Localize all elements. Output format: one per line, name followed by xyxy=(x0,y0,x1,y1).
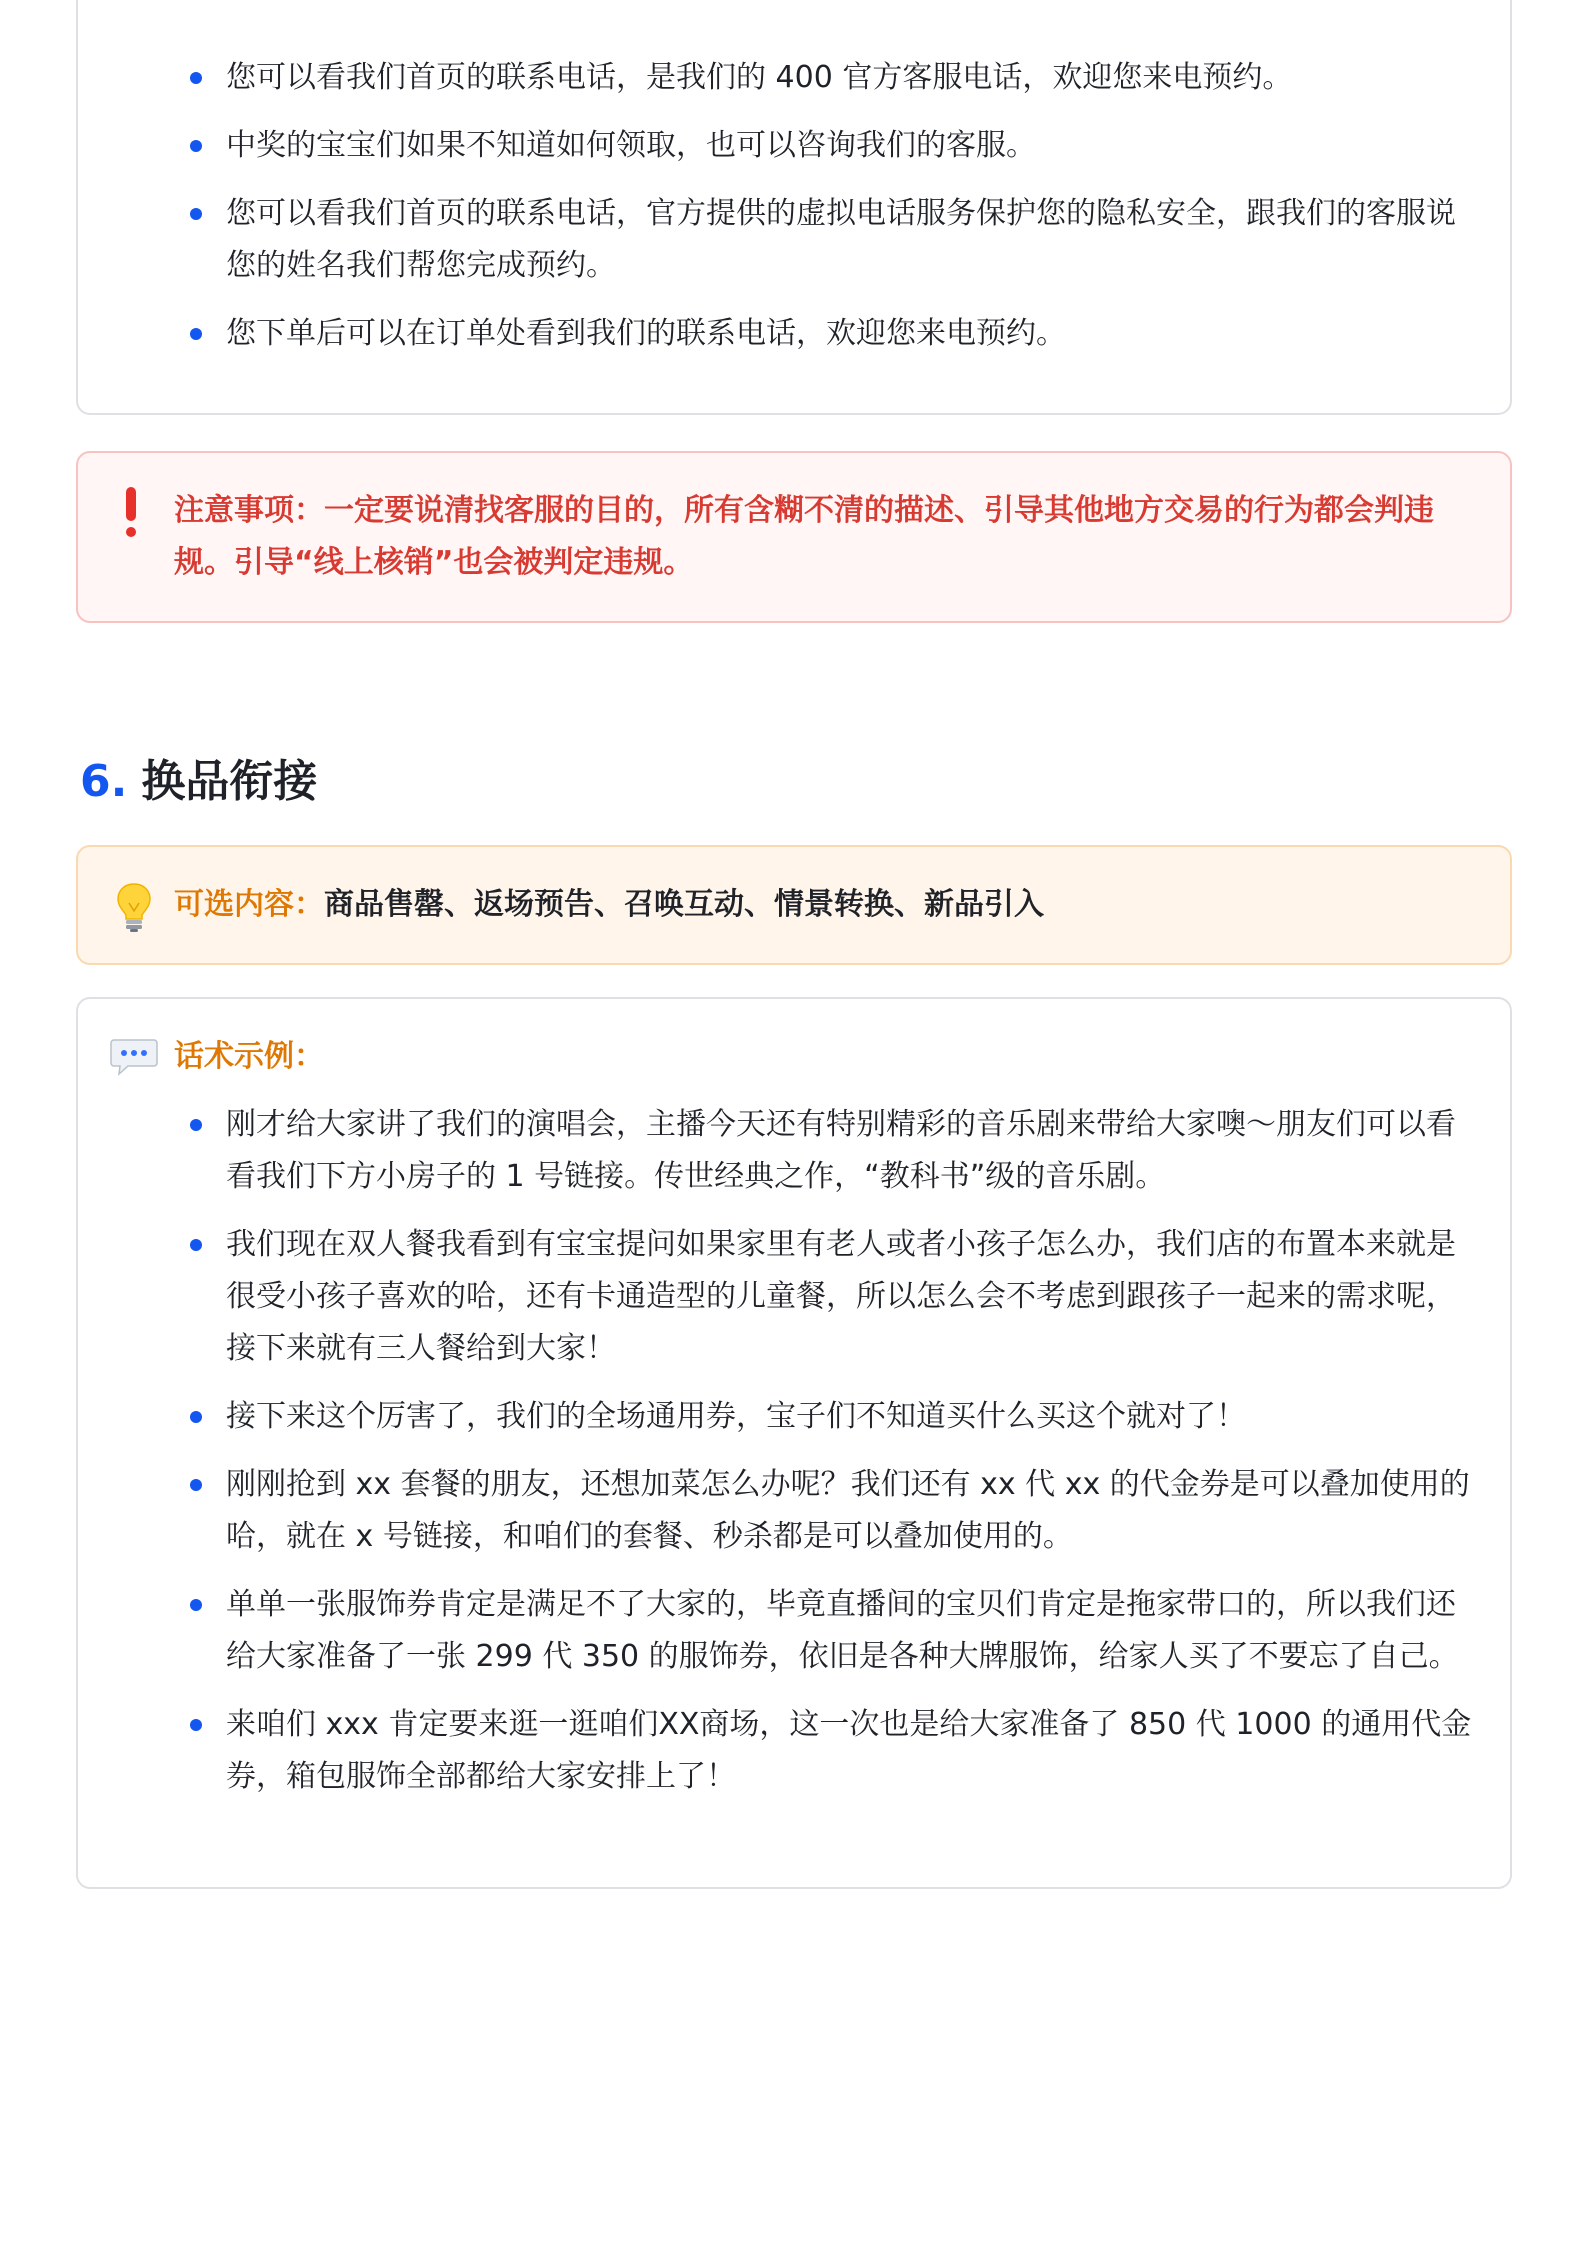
tip-text xyxy=(174,879,1044,931)
list-item: 您可以看我们首页的联系电话，官方提供的虚拟电话服务保护您的隐私安全，跟我们的客服说您的姓名我们帮您完成预约。 xyxy=(78,188,1510,292)
list-item: 接下来这个厉害了，我们的全场通用券，宝子们不知道买什么买这个就对了！ xyxy=(78,1391,1510,1443)
list-item: 刚才给大家讲了我们的演唱会，主播今天还有特别精彩的音乐剧来带给大家噢～朋友们可以看看我们下方小房子的 1 号链接。传世经典之作，“教科书”级的音乐剧。 xyxy=(78,1099,1510,1203)
contact-card xyxy=(76,0,1512,415)
example-list xyxy=(78,1099,1510,1819)
section-heading xyxy=(80,752,317,812)
list-item: 中奖的宝宝们如果不知道如何领取，也可以咨询我们的客服。 xyxy=(78,120,1510,172)
exclamation-icon xyxy=(124,487,138,539)
contact-list xyxy=(78,52,1510,376)
list-item: 刚刚抢到 xx 套餐的朋友，还想加菜怎么办呢？我们还有 xx 代 xx 的代金券是可以叠加使用的哈，就在 x 号链接，和咱们的套餐、秒杀都是可以叠加使用的。 xyxy=(78,1459,1510,1563)
section-number: 6. xyxy=(80,756,128,807)
warning-callout xyxy=(76,451,1512,623)
list-item: 您可以看我们首页的联系电话，是我们的 400 官方客服电话，欢迎您来电预约。 xyxy=(78,52,1510,104)
tip-label: 可选内容： xyxy=(174,887,324,922)
list-item: 单单一张服饰券肯定是满足不了大家的，毕竟直播间的宝贝们肯定是拖家带口的，所以我们还给大家准备了一张 299 代 350 的服饰券，依旧是各种大牌服饰，给家人买了不要忘了自己。 xyxy=(78,1579,1510,1683)
warning-text: 注意事项：一定要说清找客服的目的，所有含糊不清的描述、引导其他地方交易的行为都会判违规。引导“线上核销”也会被判定违规。 xyxy=(174,493,1434,580)
list-item: 我们现在双人餐我看到有宝宝提问如果家里有老人或者小孩子怎么办，我们店的布置本来就是很受小孩子喜欢的哈，还有卡通造型的儿童餐，所以怎么会不考虑到跟孩子一起来的需求呢，接下来就有三人餐给到大家！ xyxy=(78,1219,1510,1375)
tip-content: 商品售罄、返场预告、召唤互动、情景转换、新品引入 xyxy=(324,887,1044,922)
speech-bubble-icon xyxy=(110,1037,158,1077)
example-title: 话术示例： xyxy=(174,1039,324,1074)
lightbulb-icon xyxy=(114,881,154,933)
section-title: 换品衔接 xyxy=(141,756,318,807)
tip-callout xyxy=(76,845,1512,965)
list-item: 您下单后可以在订单处看到我们的联系电话，欢迎您来电预约。 xyxy=(78,308,1510,360)
example-card xyxy=(76,997,1512,1889)
list-item: 来咱们 xxx 肯定要来逛一逛咱们XX商场，这一次也是给大家准备了 850 代 1000 的通用代金券，箱包服饰全部都给大家安排上了！ xyxy=(78,1699,1510,1803)
